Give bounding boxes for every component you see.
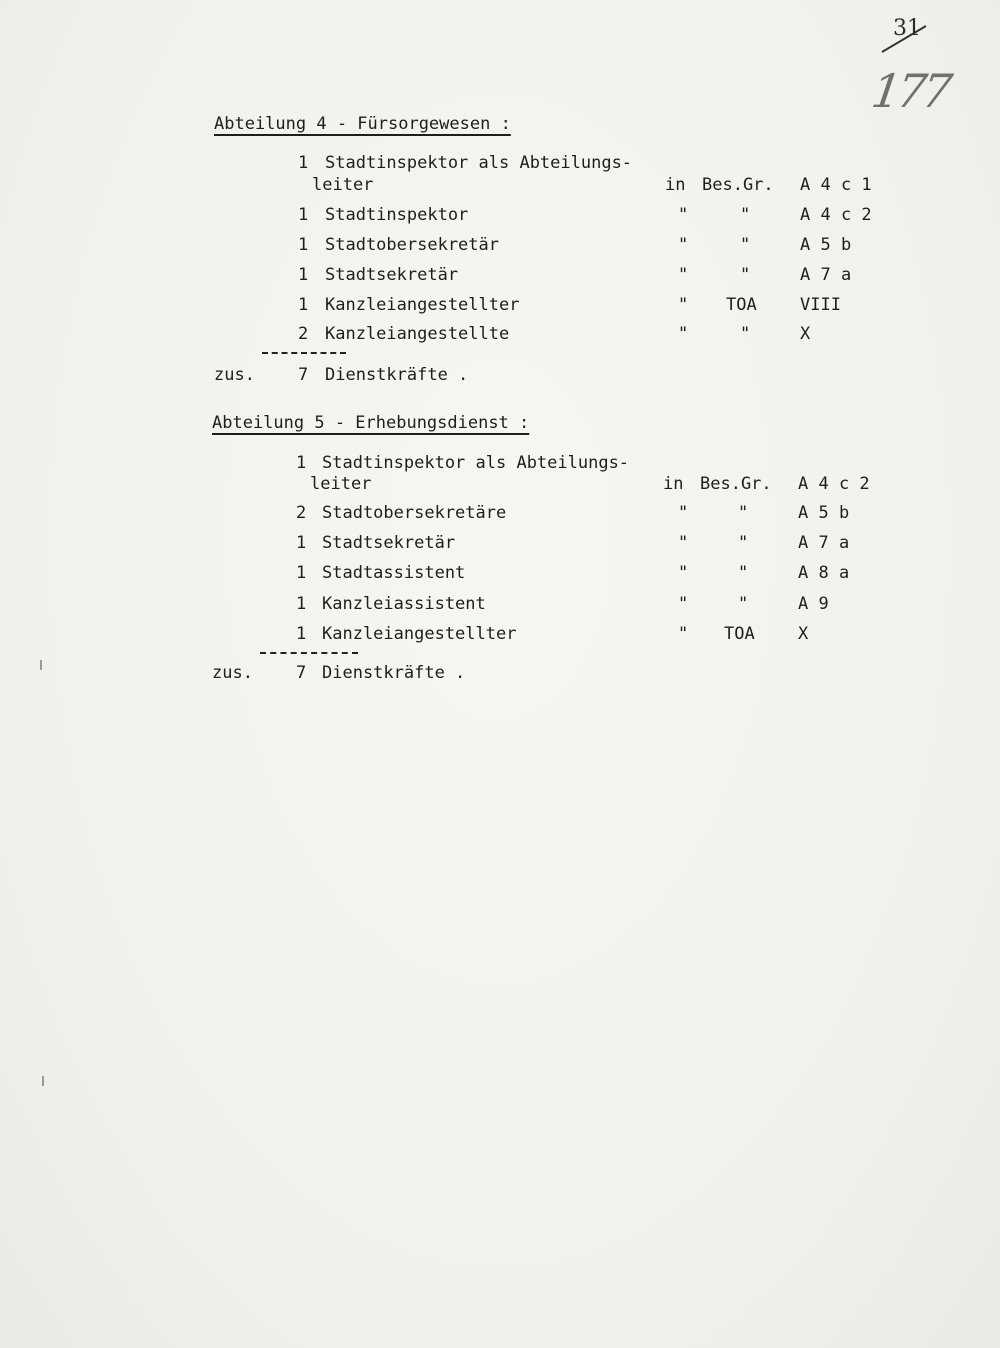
grade: A 7 a bbox=[798, 533, 850, 553]
position-title: Stadtinspektor als Abteilungs- bbox=[325, 153, 633, 173]
ditto-mark: " bbox=[740, 265, 751, 285]
count: 1 bbox=[296, 594, 307, 614]
total-prefix: zus. bbox=[214, 365, 255, 385]
group-label: TOA bbox=[724, 624, 755, 644]
ditto-mark: " bbox=[678, 205, 689, 225]
in-label: in bbox=[665, 175, 686, 195]
grade: A 4 c 1 bbox=[800, 175, 872, 195]
grade: A 4 c 2 bbox=[800, 205, 872, 225]
count: 1 bbox=[298, 235, 309, 255]
count: 2 bbox=[298, 324, 309, 344]
position-title: Kanzleiassistent bbox=[322, 594, 486, 614]
ditto-mark: " bbox=[738, 503, 749, 523]
ditto-mark: " bbox=[738, 563, 749, 583]
position-title: Kanzleiangestellte bbox=[325, 324, 510, 344]
ditto-mark: " bbox=[678, 594, 689, 614]
ditto-mark: " bbox=[678, 265, 689, 285]
grade: A 8 a bbox=[798, 563, 850, 583]
ditto-mark: " bbox=[740, 324, 751, 344]
ditto-mark: " bbox=[678, 295, 689, 315]
ditto-mark: " bbox=[678, 324, 689, 344]
ditto-mark: " bbox=[678, 563, 689, 583]
ditto-mark: " bbox=[678, 624, 689, 644]
position-title: Kanzleiangestellter bbox=[325, 295, 520, 315]
count: 1 bbox=[298, 205, 309, 225]
grade: A 5 b bbox=[798, 503, 850, 523]
sum-divider bbox=[262, 352, 346, 354]
page-number: 31 bbox=[893, 16, 921, 41]
margin-mark bbox=[40, 660, 42, 670]
ditto-mark: " bbox=[738, 594, 749, 614]
position-title: Stadtinspektor bbox=[325, 205, 469, 225]
group-label: Bes.Gr. bbox=[702, 175, 774, 195]
position-title: Stadtobersekretär bbox=[325, 235, 499, 255]
grade: VIII bbox=[800, 295, 841, 315]
grade: A 9 bbox=[798, 594, 829, 614]
ditto-mark: " bbox=[738, 533, 749, 553]
strikethrough-mark bbox=[880, 22, 928, 56]
count: 1 bbox=[298, 265, 309, 285]
position-title: Stadtsekretär bbox=[322, 533, 456, 553]
position-title: leiter bbox=[310, 474, 372, 494]
grade: A 7 a bbox=[800, 265, 852, 285]
section-heading-4: Abteilung 4 - Fürsorgewesen : bbox=[214, 114, 511, 134]
ditto-mark: " bbox=[740, 205, 751, 225]
grade: A 4 c 2 bbox=[798, 474, 870, 494]
position-title: Stadtinspektor als Abteilungs- bbox=[322, 453, 630, 473]
count: 1 bbox=[296, 563, 307, 583]
group-label: Bes.Gr. bbox=[700, 474, 772, 494]
count: 1 bbox=[298, 153, 309, 173]
grade: X bbox=[800, 324, 811, 344]
count: 1 bbox=[296, 533, 307, 553]
section-heading-5: Abteilung 5 - Erhebungsdienst : bbox=[212, 413, 530, 433]
total-label: Dienstkräfte . bbox=[325, 365, 469, 385]
group-label: TOA bbox=[726, 295, 757, 315]
count: 2 bbox=[296, 503, 307, 523]
count: 1 bbox=[296, 453, 307, 473]
count: 1 bbox=[296, 624, 307, 644]
grade: X bbox=[798, 624, 809, 644]
ditto-mark: " bbox=[740, 235, 751, 255]
position-title: Stadtobersekretäre bbox=[322, 503, 507, 523]
grade: A 5 b bbox=[800, 235, 852, 255]
total-label: Dienstkräfte . bbox=[322, 663, 466, 683]
ditto-mark: " bbox=[678, 235, 689, 255]
ditto-mark: " bbox=[678, 533, 689, 553]
in-label: in bbox=[663, 474, 684, 494]
count: 1 bbox=[298, 295, 309, 315]
total-count: 7 bbox=[296, 663, 307, 683]
position-title: Stadtassistent bbox=[322, 563, 466, 583]
total-prefix: zus. bbox=[212, 663, 253, 683]
margin-mark bbox=[42, 1076, 44, 1086]
sum-divider bbox=[260, 652, 358, 654]
handwritten-number: 177 bbox=[868, 64, 952, 118]
ditto-mark: " bbox=[678, 503, 689, 523]
position-title: leiter bbox=[312, 175, 374, 195]
position-title: Stadtsekretär bbox=[325, 265, 459, 285]
total-count: 7 bbox=[298, 365, 309, 385]
position-title: Kanzleiangestellter bbox=[322, 624, 517, 644]
